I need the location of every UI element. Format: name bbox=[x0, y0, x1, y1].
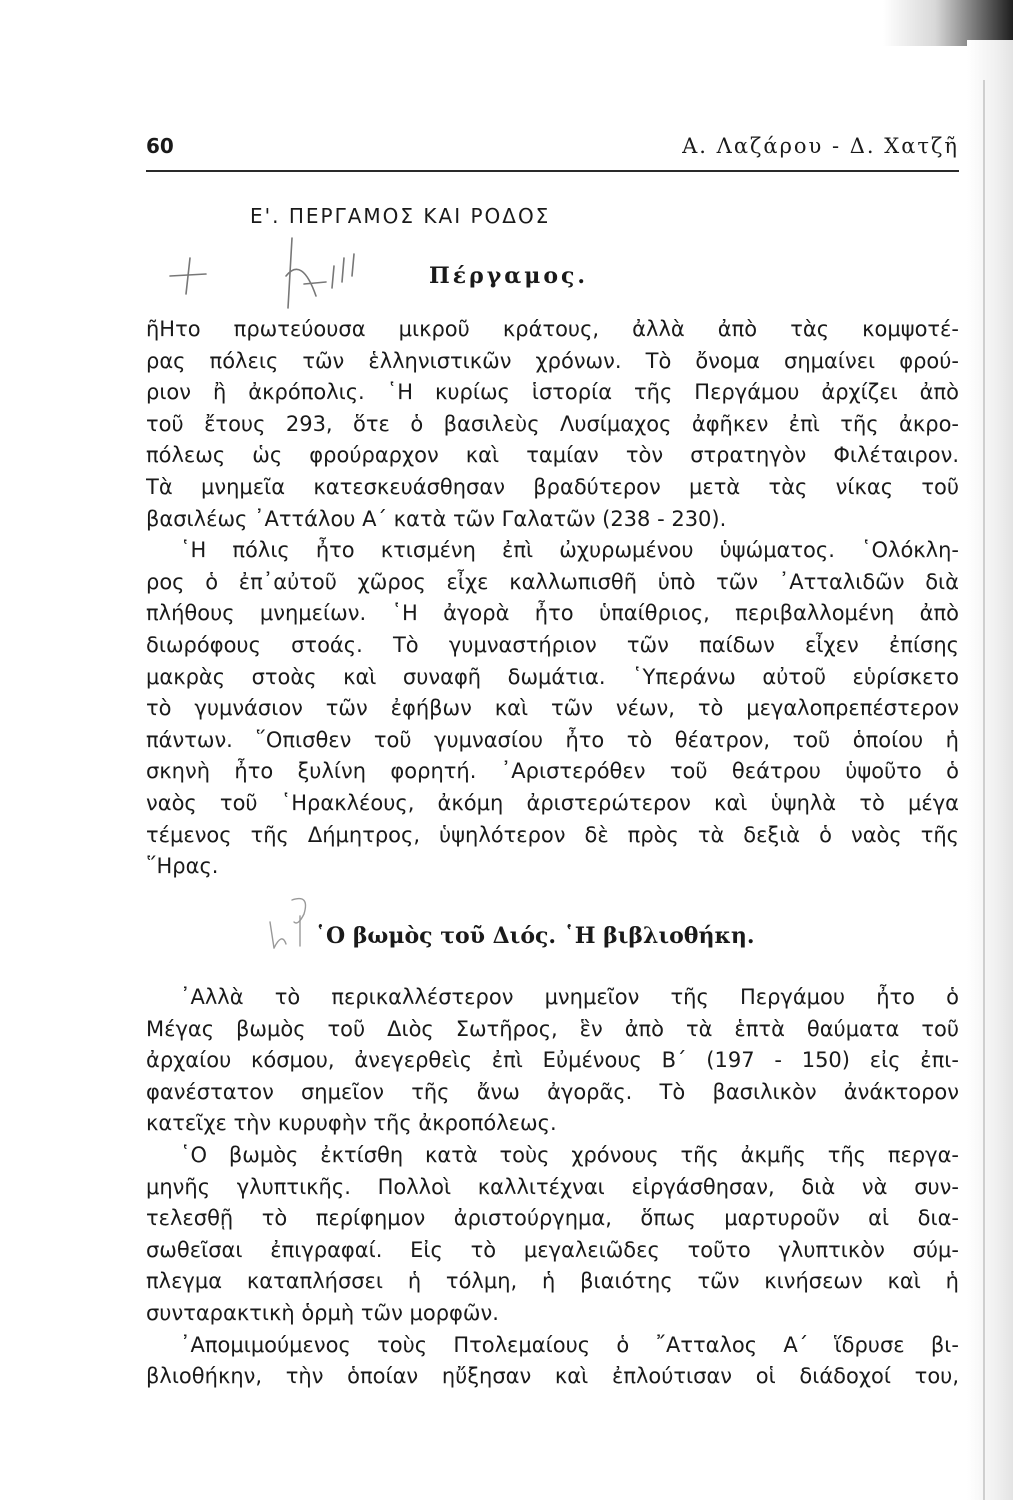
text-block-pergamos bbox=[146, 314, 959, 883]
text-line: μηνῆς γλυπτικῆς. Πολλοὶ καλλιτέχναι εἰργάσθησαν, διὰ νὰ συν- bbox=[146, 1174, 959, 1199]
text-line: τελεσθῇ τὸ περίφημον ἀριστούργημα, ὅπως μαρτυροῦν αἱ δια- bbox=[146, 1206, 959, 1231]
scan-page-edge bbox=[967, 40, 1013, 1500]
page-header bbox=[146, 134, 959, 172]
text-block-bomos bbox=[146, 982, 959, 1393]
text-line: πλήθους μνημείων. ῾Η ἀγορὰ ἦτο ὑπαίθριος, περιβαλλομένη ἀπὸ bbox=[146, 601, 959, 626]
text-line: ἀρχαίου κόσμου, ἀνεγερθεὶς ἐπὶ Εὐμένους Β΄ (197 - 150) εἰς ἐπι- bbox=[146, 1048, 959, 1073]
text-line: μακρὰς στοὰς καὶ συναφῆ δωμάτια. ῾Υπεράνω αὐτοῦ εὑρίσκετο bbox=[146, 664, 959, 689]
text-line: πάντων. ῞Οπισθεν τοῦ γυμνασίου ἦτο τὸ θέατρον, τοῦ ὁποίου ἡ bbox=[146, 727, 959, 752]
subheading-bomos: ῾Ο βωμὸς τοῦ Διός. ῾Η βιβλιοθήκη. bbox=[315, 923, 755, 949]
text-line: ῆΗτο πρωτεύουσα μικροῦ κράτους, ἀλλὰ ἀπὸ τὰς κομψοτέ- bbox=[146, 317, 959, 341]
text-line: ναὸς τοῦ ῾Ηρακλέους, ἀκόμη ἀριστερώτερον καὶ ὑψηλὰ τὸ μέγα bbox=[146, 790, 959, 815]
text-line: ῾Ο βωμὸς ἐκτίσθη κατὰ τοὺς χρόνους τῆς ἀκμῆς τῆς περγα- bbox=[180, 1142, 959, 1167]
text-line: βασιλέως ᾿Αττάλου Α΄ κατὰ τῶν Γαλατῶν (238 - 230). bbox=[146, 506, 727, 531]
text-line: πλεγμα καταπλήσσει ἡ τόλμη, ἡ βιαιότης τῶν κινήσεων καὶ ἡ bbox=[146, 1269, 959, 1294]
text-line: Μέγας βωμὸς τοῦ Διὸς Σωτῆρος, ἓν ἀπὸ τὰ ἑπτὰ θαύματα τοῦ bbox=[146, 1016, 959, 1041]
text-line: διωρόφους στοάς. Τὸ γυμναστήριον τῶν παίδων εἶχεν ἐπίσης bbox=[146, 632, 959, 657]
text-line: ῞Ηρας. bbox=[146, 854, 219, 879]
text-line: τέμενος τῆς Δήμητρος, ὑψηλότερον δὲ πρὸς τὰ δεξιὰ ὁ ναὸς τῆς bbox=[146, 822, 959, 847]
text-line: ῾Η πόλις ἦτο κτισμένη ἐπὶ ὠχυρωμένου ὑψώματος. ῾Ολόκλη- bbox=[180, 538, 959, 563]
text-line: σκηνὴ ἦτο ξυλίνη φορητή. ᾿Αριστερόθεν τοῦ θεάτρου ὑψοῦτο ὁ bbox=[146, 759, 959, 784]
page-number: 60 bbox=[146, 134, 174, 158]
running-head: Α. Λαζάρου - Δ. Χατζῆ bbox=[682, 134, 959, 158]
pencil-annotation bbox=[166, 236, 396, 316]
text-line: ᾿Απομιμούμενος τοὺς Πτολεμαίους ὁ ῎Ατταλος Α΄ ἵδρυσε βι- bbox=[180, 1332, 959, 1357]
text-line: συνταρακτικὴ ὁρμὴ τῶν μορφῶν. bbox=[146, 1300, 499, 1325]
text-line: ᾿Αλλὰ τὸ περικαλλέστερον μνημεῖον τῆς Περγάμου ἦτο ὁ bbox=[180, 985, 959, 1009]
text-line: πόλεως ὡς φρούραρχον καὶ ταμίαν τὸν στρατηγὸν Φιλέταιρον. bbox=[146, 443, 959, 468]
text-line: φανέστατον σημεῖον τῆς ἄνω ἀγορᾶς. Τὸ βασιλικὸν ἀνάκτορον bbox=[146, 1079, 959, 1104]
text-line: σωθεῖσαι ἐπιγραφαί. Εἰς τὸ μεγαλειῶδες τοῦτο γλυπτικὸν σύμ- bbox=[146, 1237, 959, 1262]
subheading-pergamos: Πέργαμος. bbox=[429, 263, 589, 289]
text-line: Τὰ μνημεῖα κατεσκευάσθησαν βραδύτερον μετὰ τὰς νίκας τοῦ bbox=[146, 474, 959, 499]
text-line: κατεῖχε τὴν κυρυφὴν τῆς ἀκροπόλεως. bbox=[146, 1111, 557, 1136]
section-heading: Ε'. ΠΕΡΓΑΜΟΣ ΚΑΙ ΡΟΔΟΣ bbox=[250, 204, 551, 228]
text-line: τὸ γυμνάσιον τῶν ἐφήβων καὶ τῶν νέων, τὸ μεγαλοπρεπέστερον bbox=[146, 696, 959, 721]
text-line: ριον ἢ ἀκρόπολις. ῾Η κυρίως ἱστορία τῆς Περγάμου ἀρχίζει ἀπὸ bbox=[146, 380, 959, 405]
text-line: βλιοθήκην, τὴν ὁποίαν ηὔξησαν καὶ ἐπλούτισαν οἱ διάδοχοί του, bbox=[146, 1364, 959, 1389]
text-line: ρος ὁ ἐπ᾿αὐτοῦ χῶρος εἶχε καλλωπισθῆ ὑπὸ τῶν ᾿Ατταλιδῶν διὰ bbox=[146, 569, 959, 594]
text-line: τοῦ ἔτους 293, ὅτε ὁ βασιλεὺς Λυσίμαχος ἀφῆκεν ἐπὶ τῆς ἀκρο- bbox=[146, 411, 959, 436]
text-line: ρας πόλεις τῶν ἑλληνιστικῶν χρόνων. Τὸ ὄνομα σημαίνει φρού- bbox=[146, 348, 959, 373]
